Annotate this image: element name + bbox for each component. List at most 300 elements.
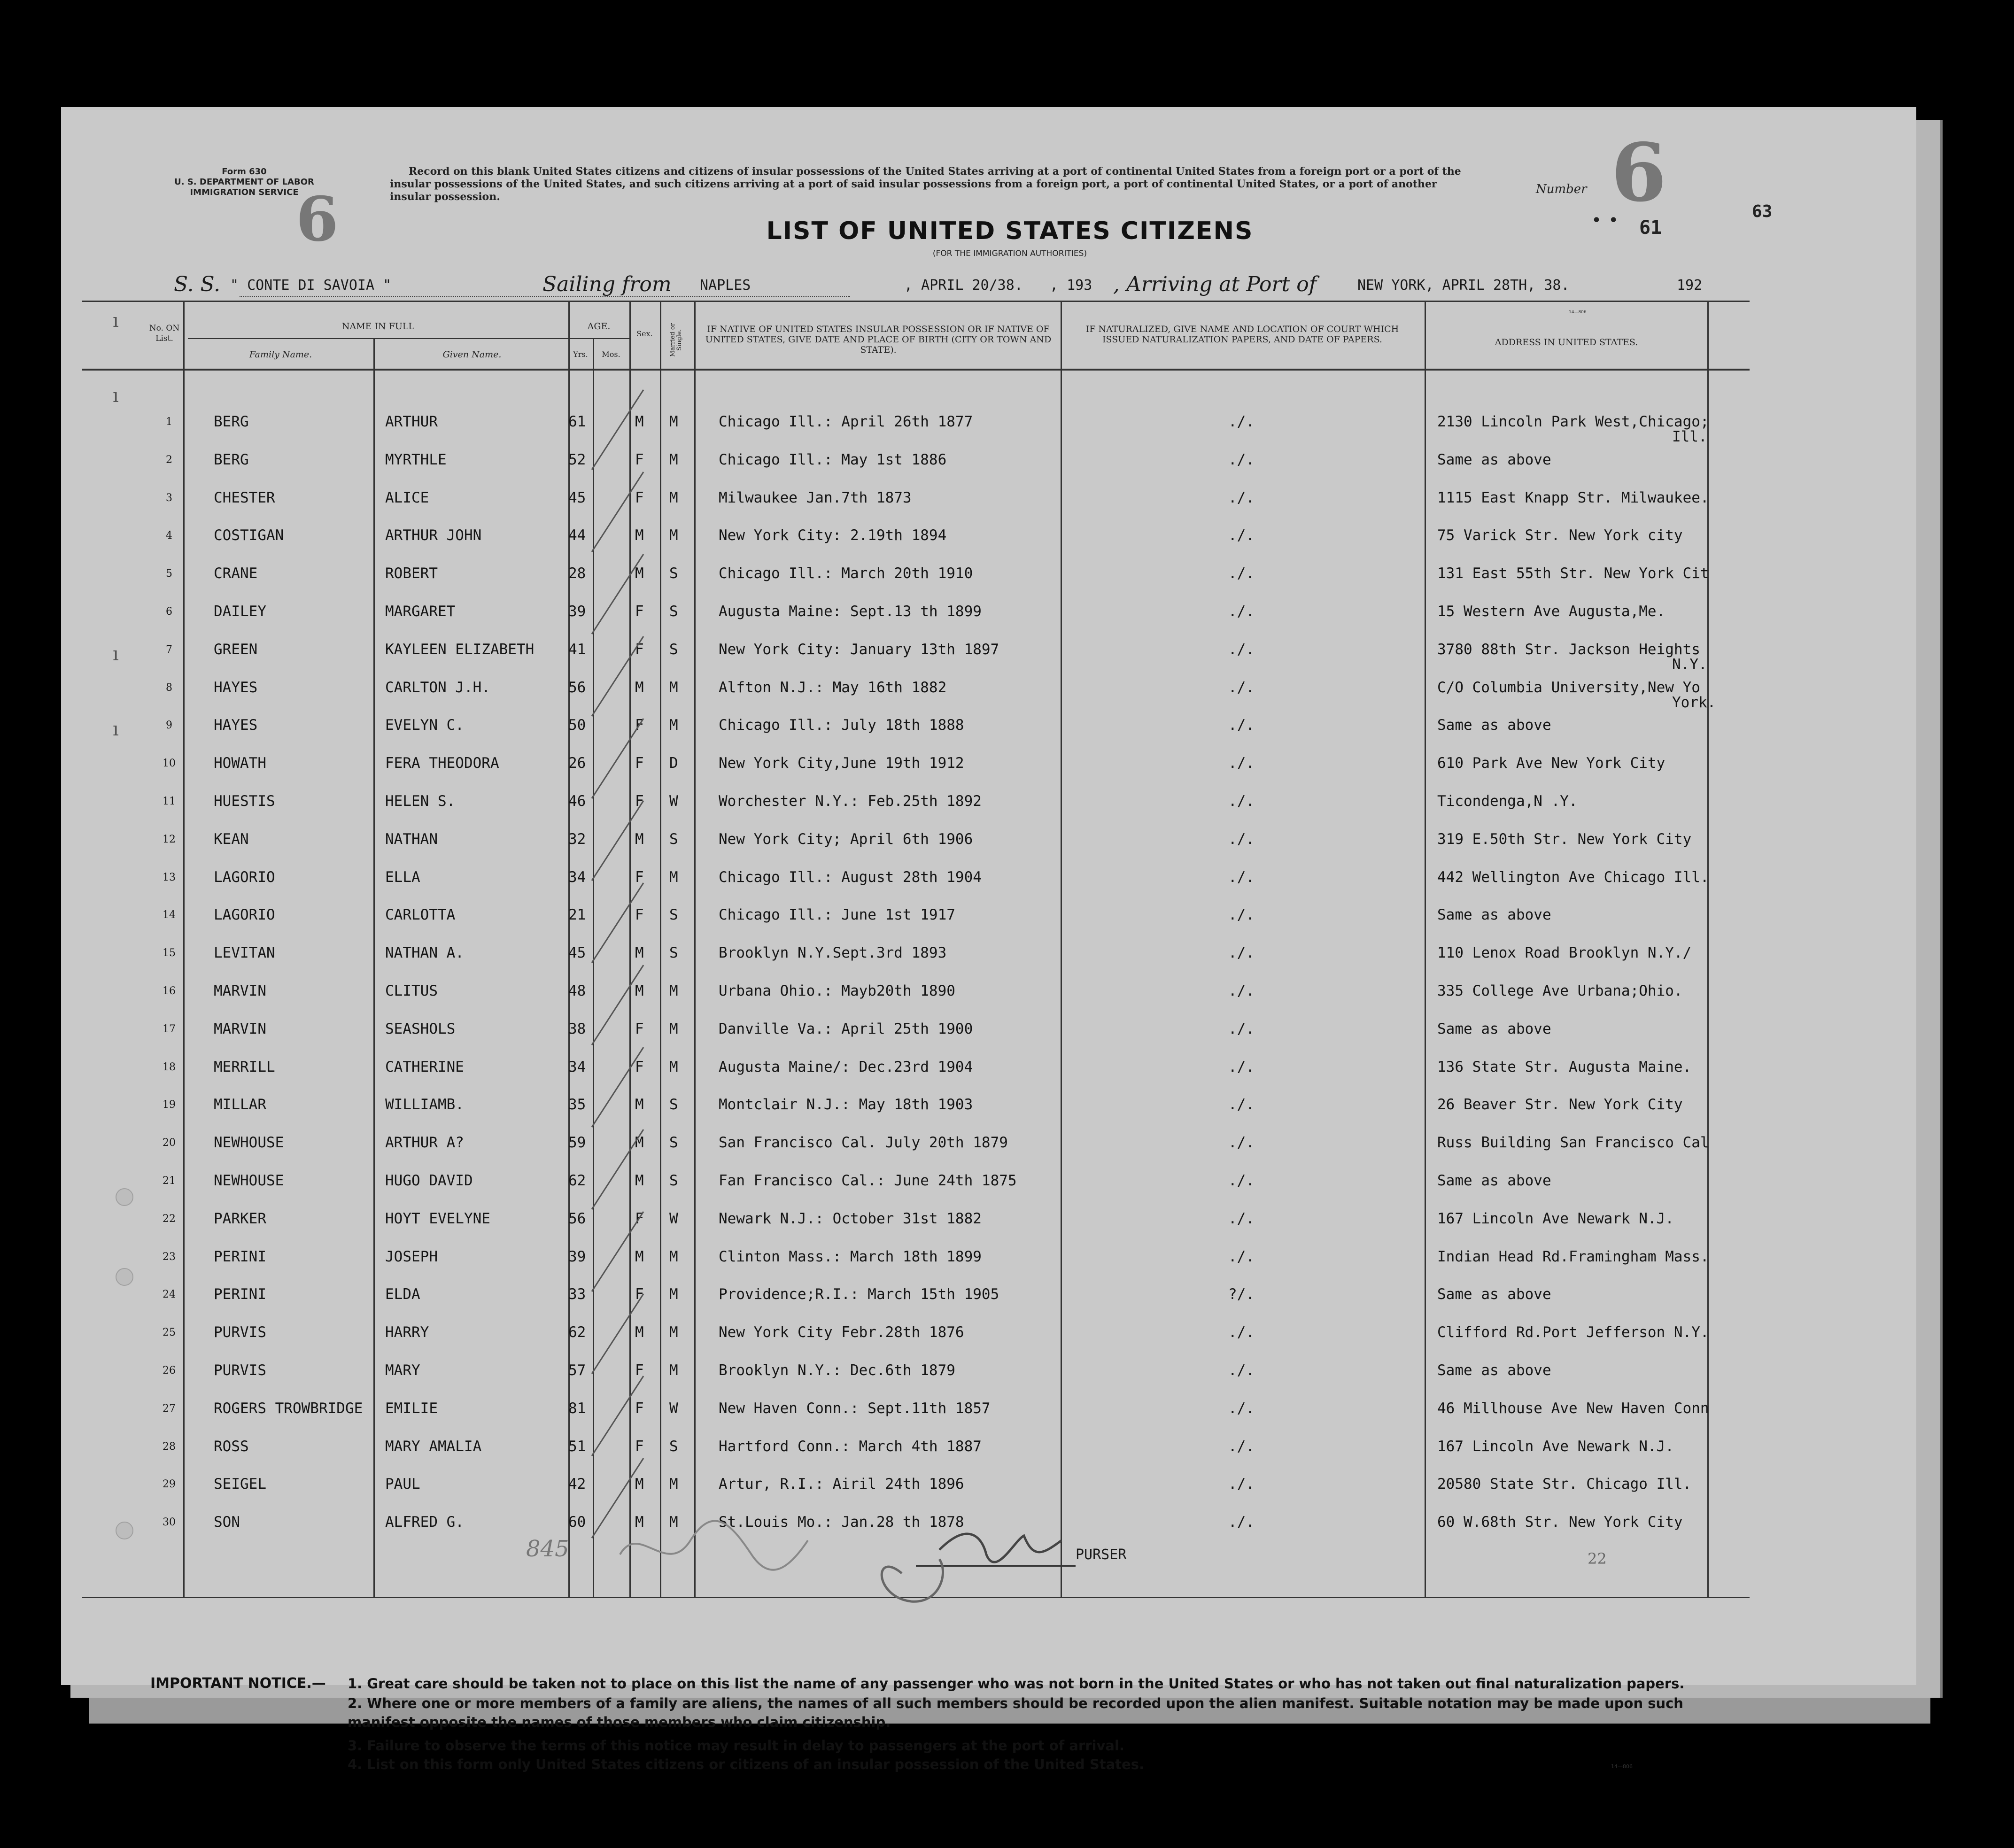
sex: M — [635, 1248, 644, 1265]
marital-status: S — [669, 906, 678, 924]
address: 1115 East Knapp Str. Milwaukee. — [1437, 489, 1709, 506]
birth-place-date: Brooklyn N.Y.Sept.3rd 1893 — [719, 944, 947, 962]
address: 110 Lenox Road Brooklyn N.Y./ — [1437, 944, 1692, 962]
given-name: NATHAN — [385, 830, 438, 848]
birth-place-date: Hartford Conn.: March 4th 1887 — [719, 1438, 982, 1455]
sex: F — [635, 451, 644, 468]
row-number: 12 — [163, 833, 176, 845]
family-name: GREEN — [214, 641, 258, 658]
family-name: COSTIGAN — [214, 527, 284, 544]
notice-1: 1. Great care should be taken not to place on this list the name of any passenger who was not born in the United States or who has not taken out final naturalization papers. — [348, 1676, 1685, 1692]
given-name: MARY AMALIA — [385, 1438, 482, 1455]
row-number: 1 — [166, 416, 172, 428]
header-mos: Mos. — [602, 350, 620, 359]
sex: F — [635, 1362, 644, 1379]
header-given-name: Given Name. — [442, 349, 502, 360]
age-years: 56 — [568, 679, 586, 696]
address: 3780 88th Str. Jackson Heights — [1437, 641, 1700, 658]
punch-hole-1 — [116, 1188, 133, 1206]
sex: F — [635, 489, 644, 506]
birth-place-date: Urbana Ohio.: Mayb20th 1890 — [719, 982, 955, 999]
col-line-7 — [694, 301, 696, 1597]
col-line-1 — [183, 301, 185, 1597]
sex: F — [635, 641, 644, 658]
margin-tick-2: ı — [113, 385, 119, 407]
age-years: 61 — [568, 413, 586, 430]
birth-place-date: Milwaukee Jan.7th 1873 — [719, 489, 912, 506]
col-line-9 — [1425, 301, 1426, 1597]
birth-place-date: Chicago Ill.: March 20th 1910 — [719, 565, 973, 582]
row-number: 16 — [163, 985, 176, 997]
department: U. S. DEPARTMENT OF LABOR — [174, 177, 314, 187]
age-years: 42 — [568, 1476, 586, 1493]
given-name: ALFRED G. — [385, 1514, 464, 1531]
address-line-2: N.Y. — [1672, 656, 1707, 673]
age-years: 21 — [568, 906, 586, 924]
address: Same as above — [1437, 1020, 1551, 1037]
family-name: MILLAR — [214, 1096, 266, 1113]
age-sub-rule — [568, 338, 629, 339]
address: Same as above — [1437, 906, 1551, 924]
sex: M — [635, 1096, 644, 1113]
birth-place-date: Clinton Mass.: March 18th 1899 — [719, 1248, 982, 1265]
form-number: Form 630 — [222, 167, 267, 177]
address: 442 Wellington Ave Chicago Ill. — [1437, 868, 1709, 886]
naturalization: ./. — [1228, 1476, 1255, 1493]
family-name: PERINI — [214, 1248, 266, 1265]
address: 610 Park Ave New York City — [1437, 755, 1665, 772]
age-years: 57 — [568, 1362, 586, 1379]
age-years: 81 — [568, 1400, 586, 1417]
sex: F — [635, 603, 644, 620]
birth-place-date: New York City: 2.19th 1894 — [719, 527, 947, 544]
page-number: 61 — [1639, 217, 1662, 239]
family-name: NEWHOUSE — [214, 1134, 284, 1152]
sex: M — [635, 1324, 644, 1341]
naturalization: ./. — [1228, 1438, 1255, 1455]
marital-status: M — [669, 413, 678, 430]
marital-status: S — [669, 1172, 678, 1189]
sex: F — [635, 717, 644, 734]
sex: F — [635, 906, 644, 924]
given-name: MARY — [385, 1362, 420, 1379]
marital-status: M — [669, 1058, 678, 1075]
arrival-port: NEW YORK, APRIL 28TH, 38. — [1357, 277, 1570, 294]
given-name: MYRTHLE — [385, 451, 447, 468]
address-line-2: York. — [1672, 694, 1716, 711]
sex: M — [635, 527, 644, 544]
naturalization: ./. — [1228, 1362, 1255, 1379]
naturalization: ./. — [1228, 755, 1255, 772]
given-name: KAYLEEN ELIZABETH — [385, 641, 534, 658]
header-no: No. ON List. — [149, 324, 180, 343]
given-name: ARTHUR — [385, 413, 438, 430]
notice-4: 4. List on this form only United States citizens or citizens of an insular possession of the United States. — [348, 1756, 1144, 1772]
sex: M — [635, 413, 644, 430]
family-name: HAYES — [214, 717, 258, 734]
naturalization: ./. — [1228, 413, 1255, 430]
age-years: 28 — [568, 565, 586, 582]
age-years: 39 — [568, 1248, 586, 1265]
age-years: 38 — [568, 1020, 586, 1037]
dots-mark: • • — [1592, 212, 1618, 229]
sex: F — [635, 755, 644, 772]
family-name: MARVIN — [214, 982, 266, 999]
given-name: ELLA — [385, 868, 420, 886]
given-name: JOSEPH — [385, 1248, 438, 1265]
birth-place-date: Alfton N.J.: May 16th 1882 — [719, 679, 947, 696]
given-name: CATHERINE — [385, 1058, 464, 1075]
naturalization: ./. — [1228, 1096, 1255, 1113]
given-name: ELDA — [385, 1286, 420, 1303]
number-value: 6 — [1611, 126, 1667, 220]
given-name: ROBERT — [385, 565, 438, 582]
sex: F — [635, 1058, 644, 1075]
row-number: 10 — [163, 758, 176, 770]
naturalization: ./. — [1228, 982, 1255, 999]
header-yrs: Yrs. — [573, 350, 588, 359]
header-age: AGE. — [587, 321, 611, 332]
naturalization: ./. — [1228, 1324, 1255, 1341]
row-number: 29 — [163, 1478, 176, 1491]
row-number: 3 — [166, 492, 172, 504]
address: 335 College Ave Urbana;Ohio. — [1437, 982, 1683, 999]
sex: M — [635, 1134, 644, 1152]
naturalization: ./. — [1228, 1134, 1255, 1152]
row-number: 8 — [166, 681, 172, 694]
marital-status: W — [669, 793, 678, 810]
record-instructions: Record on this blank United States citizens and citizens of insular possessions of the United States arriving at a port of continental United States from a foreign port or a port of the insular possessions of the United States, and such citizens arriving at a port of said insular possessions from a foreign port, a port of continental United States, or a port of another insular possession. — [390, 165, 1461, 203]
page-subtitle: (FOR THE IMMIGRATION AUTHORITIES) — [932, 249, 1087, 258]
from-port: NAPLES — [700, 277, 751, 294]
given-name: CARLTON J.H. — [385, 679, 490, 696]
naturalization: ./. — [1228, 793, 1255, 810]
family-name: ROSS — [214, 1438, 249, 1455]
given-name: MARGARET — [385, 603, 456, 620]
name-sub-rule — [188, 338, 568, 339]
margin-tick-3: ı — [113, 643, 119, 665]
naturalization: ./. — [1228, 1400, 1255, 1417]
address-line-2: Ill. — [1672, 428, 1707, 445]
col-line-8 — [1061, 301, 1062, 1597]
ss-label: S. S. — [174, 272, 221, 296]
address: 319 E.50th Str. New York City — [1437, 830, 1692, 848]
sex: M — [635, 1476, 644, 1493]
row-number: 17 — [163, 1023, 176, 1035]
address: Russ Building San Francisco Cal — [1437, 1134, 1709, 1152]
address: Clifford Rd.Port Jefferson N.Y. — [1437, 1324, 1709, 1341]
naturalization: ./. — [1228, 1020, 1255, 1037]
row-number: 7 — [166, 643, 172, 656]
naturalization: ./. — [1228, 641, 1255, 658]
age-years: 45 — [568, 489, 586, 506]
service: IMMIGRATION SERVICE — [190, 187, 299, 197]
notice-head: IMPORTANT NOTICE.— — [150, 1675, 326, 1692]
address: 26 Beaver Str. New York City — [1437, 1096, 1683, 1113]
family-name: BERG — [214, 451, 249, 468]
number-label: Number — [1536, 182, 1587, 196]
marital-status: M — [669, 451, 678, 468]
sail-year: , 193 — [1050, 277, 1092, 294]
birth-place-date: Augusta Maine: Sept.13 th 1899 — [719, 603, 982, 620]
header-name-in-full: NAME IN FULL — [341, 321, 415, 332]
table-top-rule — [82, 301, 1750, 302]
arrival-year: 192 — [1677, 277, 1703, 294]
address: 167 Lincoln Ave Newark N.J. — [1437, 1210, 1674, 1227]
marital-status: M — [669, 1362, 678, 1379]
birth-place-date: Chicago Ill.: May 1st 1886 — [719, 451, 947, 468]
marital-status: S — [669, 565, 678, 582]
address: 167 Lincoln Ave Newark N.J. — [1437, 1438, 1674, 1455]
port-underline — [672, 296, 850, 297]
birth-place-date: Brooklyn N.Y.: Dec.6th 1879 — [719, 1362, 955, 1379]
family-name: LEVITAN — [214, 944, 275, 962]
family-name: SEIGEL — [214, 1476, 266, 1493]
birth-place-date: Montclair N.J.: May 18th 1903 — [719, 1096, 973, 1113]
marital-status: S — [669, 603, 678, 620]
purser-label: PURSER — [1076, 1546, 1127, 1563]
punch-hole-3 — [116, 1522, 133, 1539]
naturalization: ./. — [1228, 1210, 1255, 1227]
signature-scrawl — [611, 1493, 1127, 1616]
header-address: ADDRESS IN UNITED STATES. — [1495, 337, 1638, 348]
header-naturalized: IF NATURALIZED, GIVE NAME AND LOCATION OF COURT WHICH ISSUED NATURALIZATION PAPERS, AND DATE OF PAPERS. — [1085, 324, 1399, 345]
sex: M — [635, 944, 644, 962]
naturalization: ?/. — [1228, 1286, 1255, 1303]
birth-place-date: Fan Francisco Cal.: June 24th 1875 — [719, 1172, 1017, 1189]
sex: F — [635, 1210, 644, 1227]
naturalization: ./. — [1228, 1514, 1255, 1531]
age-years: 34 — [568, 1058, 586, 1075]
naturalization: ./. — [1228, 1248, 1255, 1265]
sex: F — [635, 1438, 644, 1455]
birth-place-date: Newark N.J.: October 31st 1882 — [719, 1210, 982, 1227]
age-years: 34 — [568, 868, 586, 886]
birth-place-date: New Haven Conn.: Sept.11th 1857 — [719, 1400, 991, 1417]
family-name: SON — [214, 1514, 240, 1531]
row-number: 15 — [163, 947, 176, 959]
given-name: HELEN S. — [385, 793, 456, 810]
row-number: 18 — [163, 1061, 176, 1073]
header-family-name: Family Name. — [249, 349, 312, 360]
bottom-right-number: 22 — [1588, 1550, 1607, 1568]
notice-3: 3. Failure to observe the terms of this notice may result in delay to passengers at the port of arrival. — [348, 1738, 1124, 1754]
sex: M — [635, 982, 644, 999]
header-print-code: 14—806 — [1569, 310, 1587, 315]
row-number: 20 — [163, 1137, 176, 1149]
given-name: HOYT EVELYNE — [385, 1210, 490, 1227]
sex: M — [635, 679, 644, 696]
birth-place-date: New York City; April 6th 1906 — [719, 830, 973, 848]
header-birth: IF NATIVE OF UNITED STATES INSULAR POSSESSION OR IF NATIVE OF UNITED STATES, GIVE DATE AND PLACE OF BIRTH (CITY OR TOWN AND STATE). — [705, 324, 1052, 355]
naturalization: ./. — [1228, 679, 1255, 696]
address: 136 State Str. Augusta Maine. — [1437, 1058, 1692, 1075]
address: 15 Western Ave Augusta,Me. — [1437, 603, 1665, 620]
address: Ticondenga,N .Y. — [1437, 793, 1578, 810]
birth-place-date: Chicago Ill.: April 26th 1877 — [719, 413, 973, 430]
family-name: PARKER — [214, 1210, 266, 1227]
birth-place-date: St.Louis Mo.: Jan.28 th 1878 — [719, 1514, 964, 1531]
age-years: 62 — [568, 1324, 586, 1341]
marital-status: M — [669, 1020, 678, 1037]
birth-place-date: Chicago Ill.: July 18th 1888 — [719, 717, 964, 734]
address: 2130 Lincoln Park West,Chicago; — [1437, 413, 1709, 430]
marital-status: M — [669, 717, 678, 734]
age-years: 62 — [568, 1172, 586, 1189]
family-name: DAILEY — [214, 603, 266, 620]
sex: M — [635, 830, 644, 848]
birth-place-date: New York City Febr.28th 1876 — [719, 1324, 964, 1341]
given-name: HUGO DAVID — [385, 1172, 473, 1189]
age-years: 33 — [568, 1286, 586, 1303]
age-years: 59 — [568, 1134, 586, 1152]
age-years: 26 — [568, 755, 586, 772]
address: C/O Columbia University,New Yo — [1437, 679, 1700, 696]
birth-place-date: Chicago Ill.: June 1st 1917 — [719, 906, 955, 924]
marital-status: M — [669, 868, 678, 886]
marital-status: S — [669, 641, 678, 658]
marital-status: M — [669, 679, 678, 696]
sex: F — [635, 793, 644, 810]
age-years: 32 — [568, 830, 586, 848]
marital-status: D — [669, 755, 678, 772]
address: Same as above — [1437, 451, 1551, 468]
given-name: SEASHOLS — [385, 1020, 456, 1037]
age-years: 46 — [568, 793, 586, 810]
naturalization: ./. — [1228, 603, 1255, 620]
sex: F — [635, 868, 644, 886]
naturalization: ./. — [1228, 906, 1255, 924]
sex: M — [635, 1514, 644, 1531]
marital-status: S — [669, 1438, 678, 1455]
naturalization: ./. — [1228, 451, 1255, 468]
sex: F — [635, 1286, 644, 1303]
address: Same as above — [1437, 1172, 1551, 1189]
birth-place-date: Worchester N.Y.: Feb.25th 1892 — [719, 793, 982, 810]
family-name: PERINI — [214, 1286, 266, 1303]
sex: M — [635, 565, 644, 582]
address: 60 W.68th Str. New York City — [1437, 1514, 1683, 1531]
row-number: 30 — [163, 1516, 176, 1529]
marital-status: M — [669, 1514, 678, 1531]
family-name: MERRILL — [214, 1058, 275, 1075]
given-name: EMILIE — [385, 1400, 438, 1417]
age-years: 50 — [568, 717, 586, 734]
row-number: 6 — [166, 606, 172, 618]
age-years: 56 — [568, 1210, 586, 1227]
marital-status: M — [669, 1324, 678, 1341]
punch-hole-2 — [116, 1268, 133, 1286]
family-name: LAGORIO — [214, 906, 275, 924]
voyage-line — [174, 272, 1703, 301]
marital-status: M — [669, 982, 678, 999]
family-name: NEWHOUSE — [214, 1172, 284, 1189]
age-years: 48 — [568, 982, 586, 999]
col-line-6 — [660, 301, 661, 1597]
marital-status: S — [669, 944, 678, 962]
marital-status: W — [669, 1210, 678, 1227]
naturalization: ./. — [1228, 565, 1255, 582]
left-big-number: 6 — [296, 183, 339, 255]
arriving-label: , Arriving at Port of — [1113, 272, 1317, 296]
row-number: 25 — [163, 1327, 176, 1339]
birth-place-date: Providence;R.I.: March 15th 1905 — [719, 1286, 999, 1303]
margin-note: 845 — [526, 1536, 569, 1562]
given-name: EVELYN C. — [385, 717, 464, 734]
naturalization: ./. — [1228, 717, 1255, 734]
marital-status: S — [669, 1134, 678, 1152]
header-bottom-rule — [82, 369, 1750, 371]
marital-status: M — [669, 489, 678, 506]
margin-tick-1: ı — [113, 310, 119, 332]
address: 131 East 55th Str. New York Cit — [1437, 565, 1709, 582]
row-number: 24 — [163, 1289, 176, 1301]
row-number: 4 — [166, 530, 172, 542]
family-name: ROGERS TROWBRIDGE — [214, 1400, 363, 1417]
row-number: 21 — [163, 1175, 176, 1187]
naturalization: ./. — [1228, 830, 1255, 848]
naturalization: ./. — [1228, 868, 1255, 886]
family-name: CRANE — [214, 565, 258, 582]
row-number: 27 — [163, 1402, 176, 1415]
ship-name: " CONTE DI SAVOIA " — [230, 277, 392, 294]
age-years: 60 — [568, 1514, 586, 1531]
row-number: 22 — [163, 1213, 176, 1225]
birth-place-date: Danville Va.: April 25th 1900 — [719, 1020, 973, 1037]
family-name: MARVIN — [214, 1020, 266, 1037]
family-name: BERG — [214, 413, 249, 430]
row-number: 28 — [163, 1440, 176, 1453]
address: 75 Varick Str. New York city — [1437, 527, 1683, 544]
age-years: 52 — [568, 451, 586, 468]
marital-status: S — [669, 830, 678, 848]
row-number: 13 — [163, 871, 176, 883]
row-number: 14 — [163, 909, 176, 921]
col-line-2 — [373, 338, 375, 1597]
family-name: KEAN — [214, 830, 249, 848]
marital-status: W — [669, 1400, 678, 1417]
naturalization: ./. — [1228, 527, 1255, 544]
row-number: 26 — [163, 1365, 176, 1376]
given-name: ARTHUR A? — [385, 1134, 464, 1152]
address: Same as above — [1437, 1362, 1551, 1379]
given-name: CARLOTTA — [385, 906, 456, 924]
header-married: Married or Single. — [669, 323, 683, 357]
margin-tick-4: ı — [113, 719, 119, 740]
sail-date: , APRIL 20/38. — [904, 277, 1023, 294]
family-name: HAYES — [214, 679, 258, 696]
age-years: 44 — [568, 527, 586, 544]
row-number: 2 — [166, 454, 172, 466]
address: Indian Head Rd.Framingham Mass. — [1437, 1248, 1709, 1265]
given-name: WILLIAMB. — [385, 1096, 464, 1113]
marital-status: M — [669, 1286, 678, 1303]
naturalization: ./. — [1228, 489, 1255, 506]
marital-status: M — [669, 527, 678, 544]
address: 46 Millhouse Ave New Haven Conn — [1437, 1400, 1709, 1417]
family-name: PURVIS — [214, 1362, 266, 1379]
row-number: 9 — [166, 719, 172, 732]
age-years: 35 — [568, 1096, 586, 1113]
sailing-label: Sailing from — [542, 272, 672, 296]
marital-status: M — [669, 1476, 678, 1493]
page-title: LIST OF UNITED STATES CITIZENS — [766, 217, 1254, 245]
address: 20580 State Str. Chicago Ill. — [1437, 1476, 1692, 1493]
given-name: CLITUS — [385, 982, 438, 999]
row-number: 19 — [163, 1099, 176, 1111]
given-name: ARTHUR JOHN — [385, 527, 482, 544]
given-name: HARRY — [385, 1324, 429, 1341]
